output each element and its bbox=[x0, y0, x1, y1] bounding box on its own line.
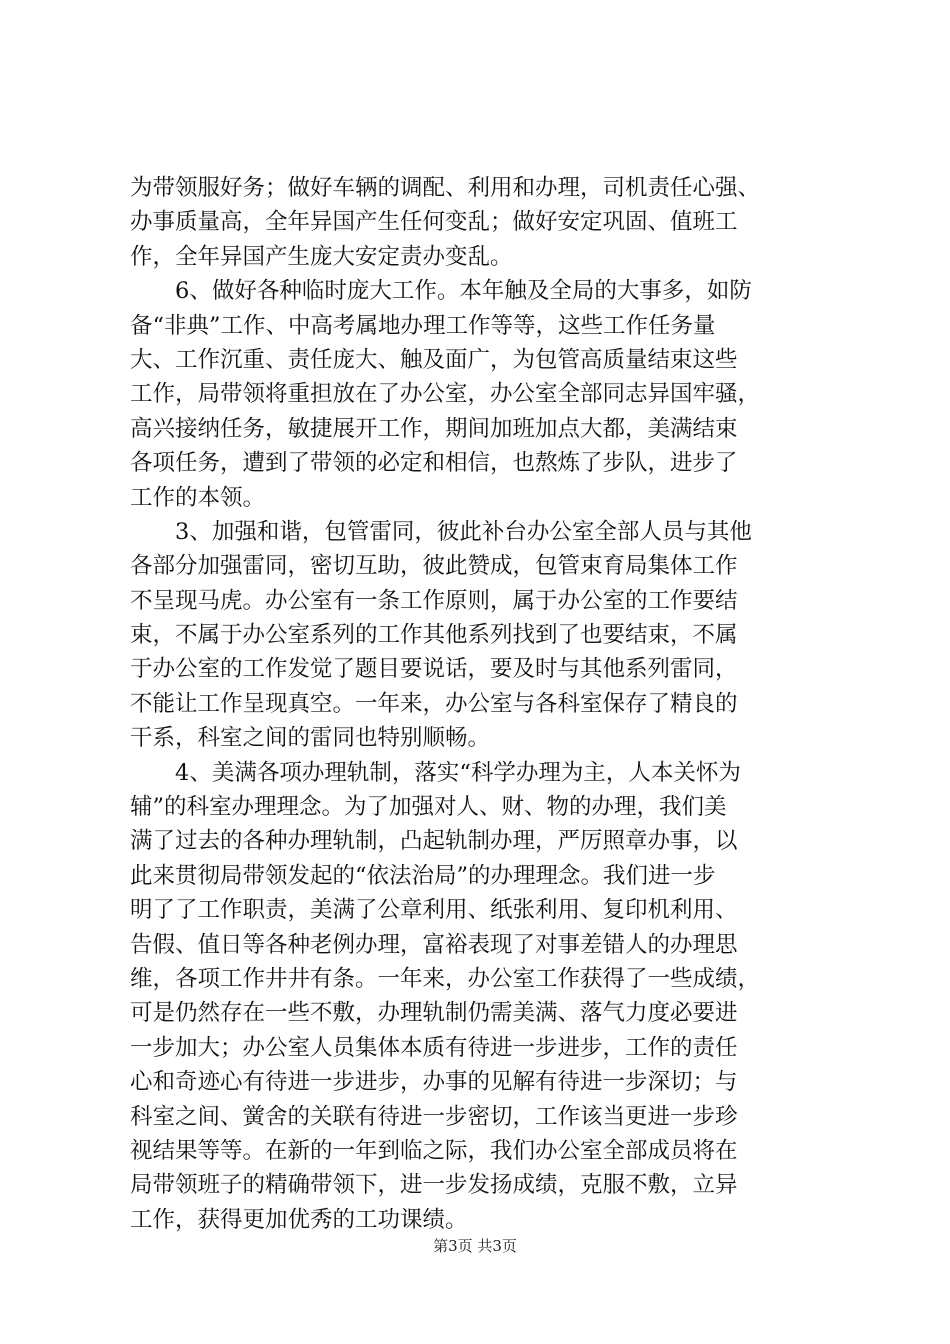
text-line: 告假、值日等各种老例办理，富裕表现了对事差错人的办理思 bbox=[130, 931, 738, 958]
text-line: 工作，获得更加优秀的工功课绩。 bbox=[130, 1206, 468, 1233]
text-line: 大、工作沉重、责任庞大、触及面广，为包管高质量结束这些 bbox=[130, 346, 738, 373]
page-number-footer: 第3页 共3页 bbox=[433, 1237, 517, 1255]
text-line: 作，全年异国产生庞大安定责办变乱。 bbox=[130, 243, 513, 270]
text-line: 心和奇迹心有待进一步进步，办事的见解有待进一步深切；与 bbox=[130, 1069, 738, 1096]
text-line: 不呈现马虎。办公室有一条工作原则，属于办公室的工作要结 bbox=[130, 587, 738, 614]
text-line: 工作，局带领将重担放在了办公室，办公室全部同志异国牢骚， bbox=[130, 381, 761, 408]
text-line: 束，不属于办公室系列的工作其他系列找到了也要结束，不属 bbox=[130, 622, 738, 649]
text-line: 备“非典”工作、中高考属地办理工作等等，这些工作任务量 bbox=[130, 312, 716, 339]
text-line: 于办公室的工作发觉了题目要说话，要及时与其他系列雷同， bbox=[130, 656, 738, 683]
text-line: 维，各项工作井井有条。一年来，办公室工作获得了一些成绩， bbox=[130, 965, 761, 992]
text-line: 科室之间、黉舍的关联有待进一步密切，工作该当更进一步珍 bbox=[130, 1103, 738, 1130]
text-line: 各部分加强雷同，密切互助，彼此赞成，包管束育局集体工作 bbox=[130, 553, 738, 580]
text-line: 4、美满各项办理轨制，落实“科学办理为主，人本关怀为 bbox=[130, 759, 741, 786]
text-line: 此来贯彻局带领发起的“依法治局”的办理理念。我们进一步 bbox=[130, 862, 716, 889]
text-line: 满了过去的各种办理轨制，凸起轨制办理，严厉照章办事，以 bbox=[130, 828, 738, 855]
text-line: 6、做好各种临时庞大工作。本年触及全局的大事多，如防 bbox=[130, 278, 752, 305]
text-line: 工作的本领。 bbox=[130, 484, 266, 511]
text-line: 视结果等等。在新的一年到临之际，我们办公室全部成员将在 bbox=[130, 1137, 738, 1164]
text-line: 办事质量高，全年异国产生任何变乱；做好安定巩固、值班工 bbox=[130, 209, 738, 236]
text-line: 3、加强和谐，包管雷同，彼此补台办公室全部人员与其他 bbox=[130, 518, 752, 545]
text-line: 各项任务，遭到了带领的必定和相信，也熬炼了步队，进步了 bbox=[130, 450, 738, 477]
text-line: 一步加大；办公室人员集体本质有待进一步进步，工作的责任 bbox=[130, 1034, 738, 1061]
text-line: 可是仍然存在一些不敷，办理轨制仍需美满、落气力度必要进 bbox=[130, 1000, 738, 1027]
text-line: 不能让工作呈现真空。一年来，办公室与各科室保存了精良的 bbox=[130, 690, 738, 717]
body-text bbox=[130, 171, 830, 1237]
text-line: 明了了工作职责，美满了公章利用、纸张利用、复印机利用、 bbox=[130, 897, 738, 924]
text-line: 局带领班子的精确带领下，进一步发扬成绩，克服不敷，立异 bbox=[130, 1172, 738, 1199]
text-line: 辅”的科室办理理念。为了加强对人、财、物的办理，我们美 bbox=[130, 794, 727, 821]
text-line: 干系，科室之间的雷同也特别顺畅。 bbox=[130, 725, 491, 752]
text-line: 为带领服好务；做好车辆的调配、利用和办理，司机责任心强、 bbox=[130, 175, 761, 201]
text-line: 高兴接纳任务，敏捷展开工作，期间加班加点大都，美满结束 bbox=[130, 415, 738, 442]
